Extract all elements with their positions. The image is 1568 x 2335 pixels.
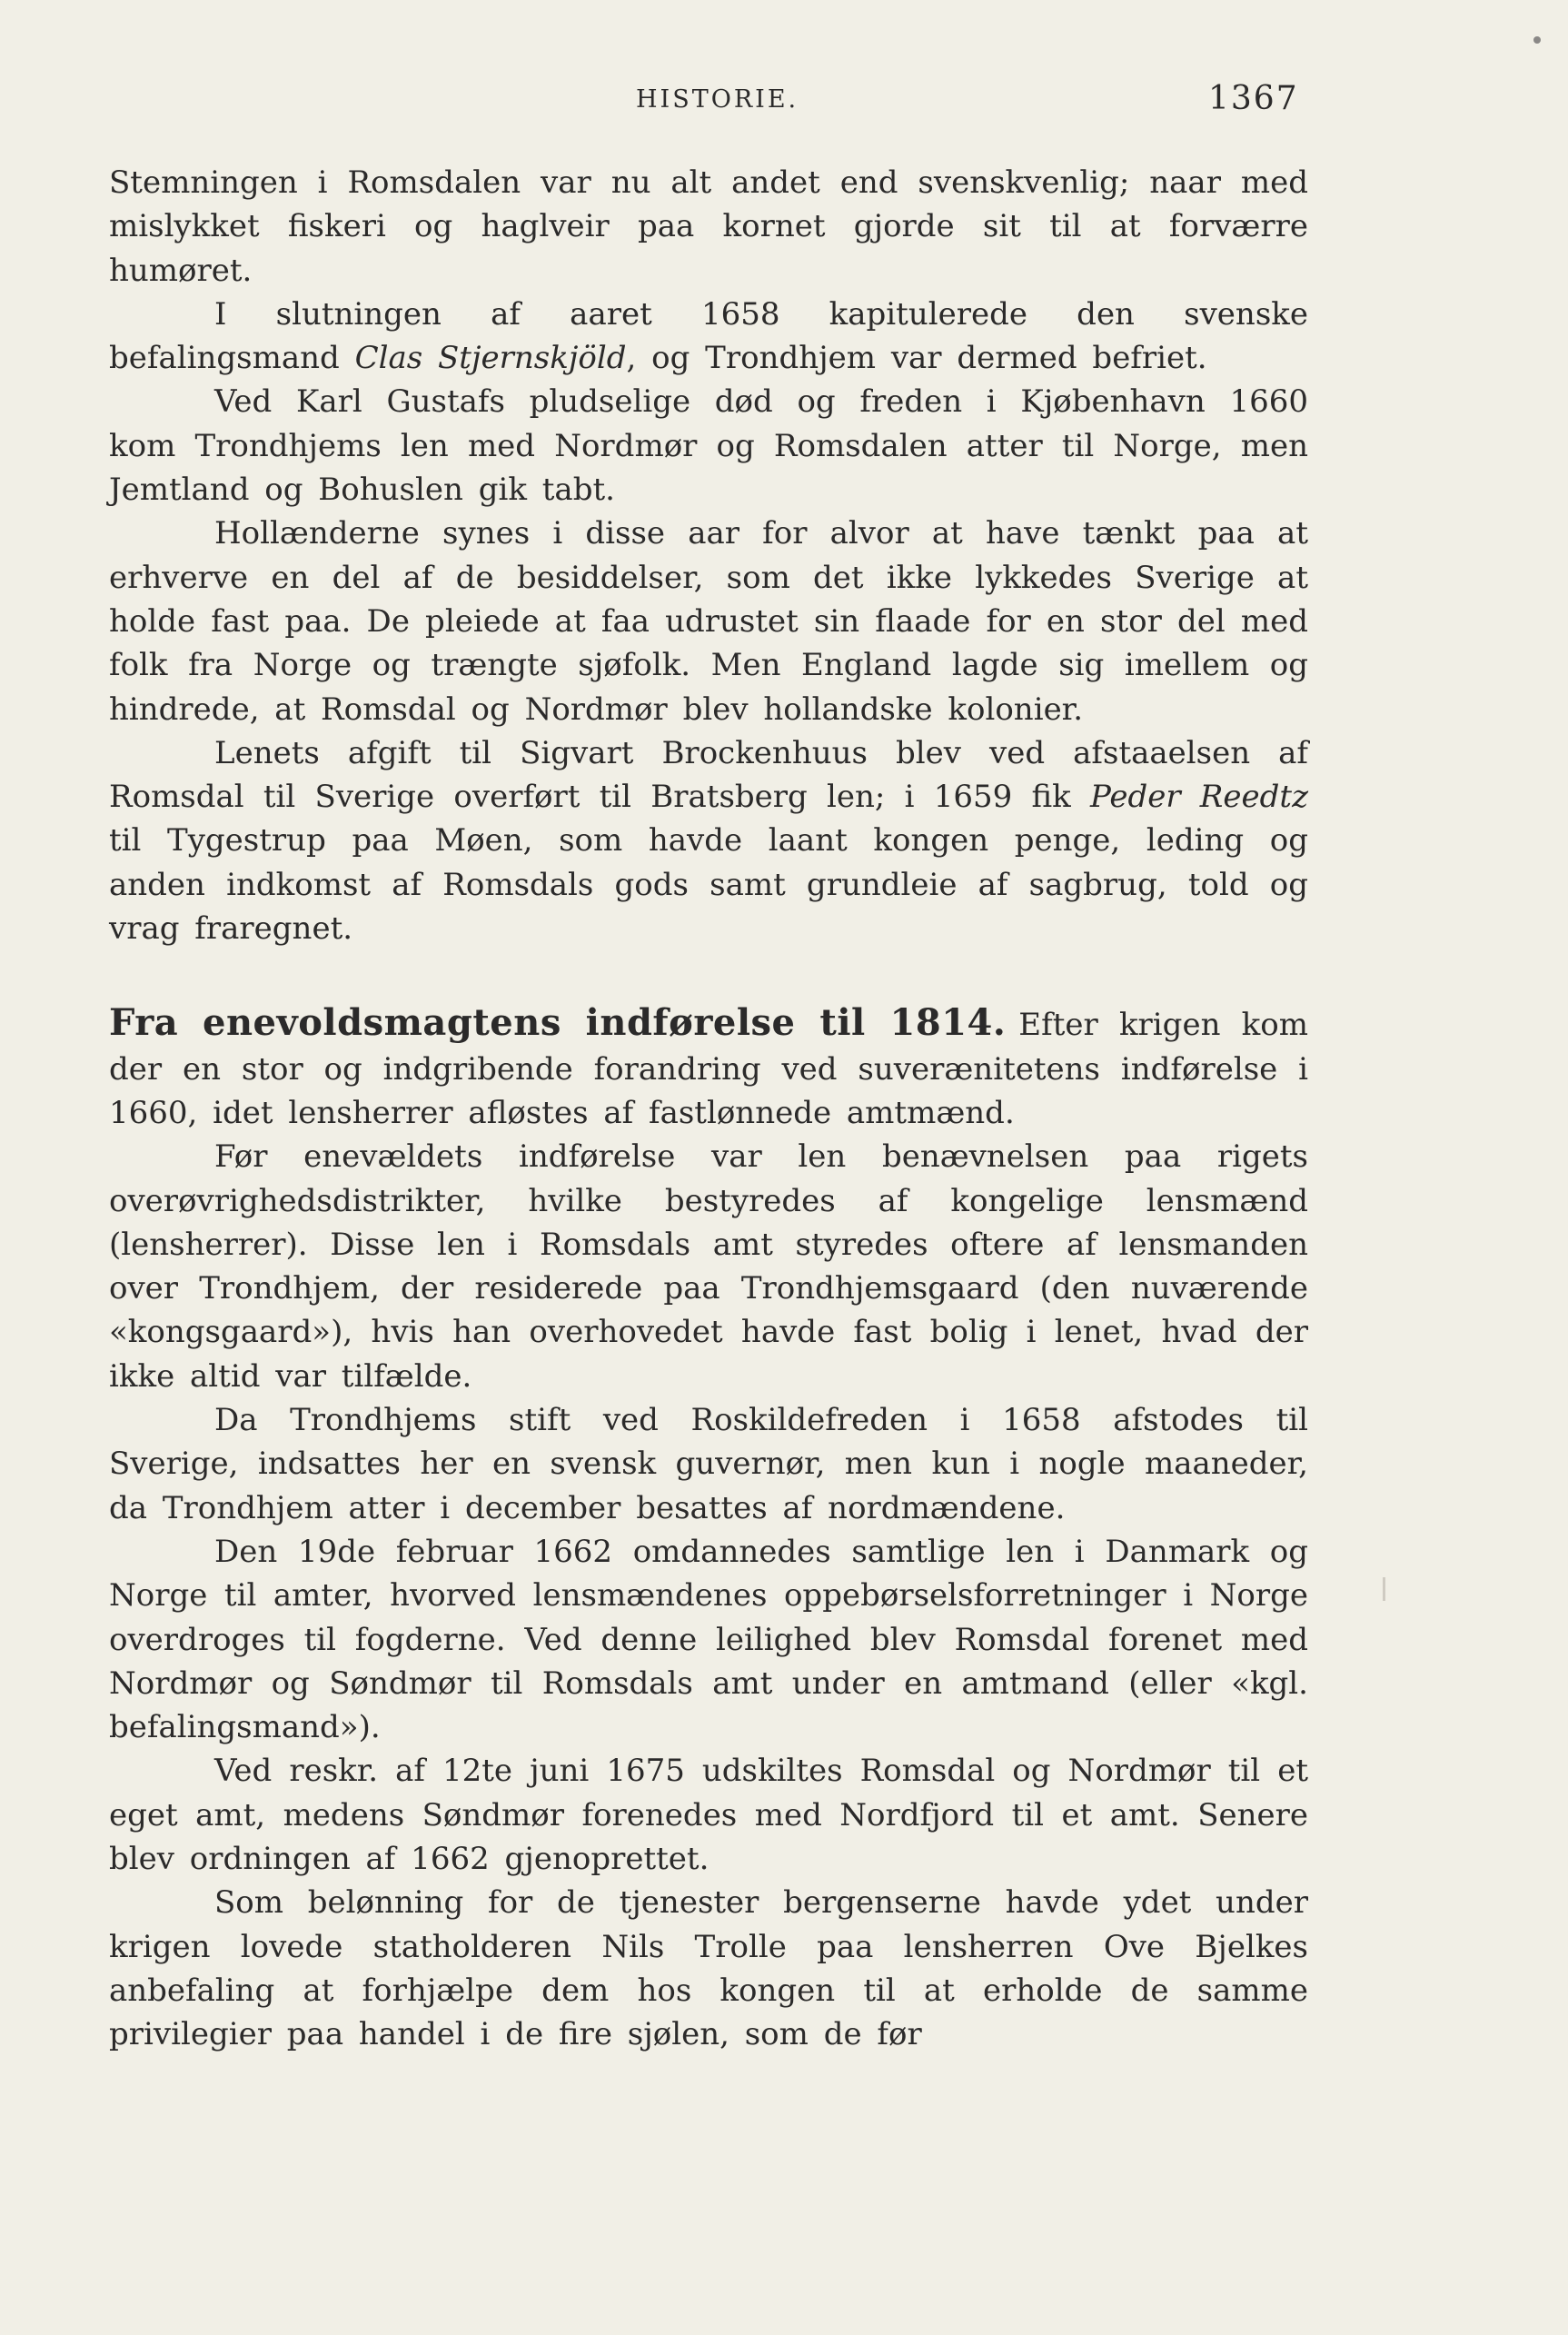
paragraph: Ved Karl Gustafs pludselige død og freden i Kjøbenhavn 1660 kom Trondhjems len med Nordmør og Romsdalen atter til Norge, men Jemtland og Bohuslen gik tabt. xyxy=(109,383,1308,509)
paragraph-text: , og Trondhjem var dermed befriet. xyxy=(626,340,1207,377)
body-text xyxy=(109,161,1308,2056)
paragraph-text: Efter krigen kom der en stor og indgribende forandring ved suverænitetens indførelse i 1660, idet lensherrer afløstes af fastlønnede amtmænd. xyxy=(109,1007,1308,1131)
paragraph: Som belønning for de tjenester bergenserne havde ydet under krigen lovede statholderen Nils Trolle paa lensherren Ove Bjelkes anbefaling at forhjælpe dem hos kongen til at erholde de samme privilegier paa handel i de fire sjølen, som de før xyxy=(109,1884,1308,2053)
margin-mark xyxy=(1383,1577,1385,1601)
section-heading: Fra enevoldsmagtens indførelse til 1814. xyxy=(109,1001,1007,1045)
paragraph-text: I slutningen af aaret 1658 kapitulerede den svenske befalingsmand xyxy=(109,295,1308,377)
paragraph: Ved reskr. af 12te juni 1675 udskiltes Romsdal og Nordmør til et eget amt, medens Søndmør forenedes med Nordfjord til et amt. Senere blev ordningen af 1662 gjenoprettet. xyxy=(109,1753,1308,1877)
person-name: Peder Reedtz xyxy=(1089,779,1308,816)
running-head xyxy=(0,80,1568,125)
paragraph: Hollænderne synes i disse aar for alvor at have tænkt paa at erhverve en del af de besiddelser, som det ikke lykkedes Sverige at holde fast paa. De pleiede at faa udrustet sin flaade for en stor del med folk fra Norge og trængte sjøfolk. Men England lagde sig imellem og hindrede, at Romsdal og Nordmør blev hollandske kolonier. xyxy=(109,515,1308,728)
paragraph xyxy=(109,293,1308,381)
paragraph: Da Trondhjems stift ved Roskildefreden i 1658 afstodes til Sverige, indsattes her en svensk guvernør, men kun i nogle maaneder, da Trondhjem atter i december besattes af nordmændene. xyxy=(109,1402,1308,1526)
paper-speck xyxy=(1533,36,1541,44)
page-number: 1367 xyxy=(1208,80,1299,117)
running-head-title: HISTORIE. xyxy=(636,85,799,114)
paragraph xyxy=(109,731,1308,950)
paragraph-text: til Tygestrup paa Møen, som havde laant kongen penge, leding og anden indkomst af Romsdals gods samt grundleie af sagbrug, told og vrag fraregnet. xyxy=(109,822,1308,948)
person-name: Clas Stjernskjöld xyxy=(354,340,627,377)
section-lead-paragraph xyxy=(109,1001,1308,1135)
paragraph: Stemningen i Romsdalen var nu alt andet end svenskvenlig; naar med mislykket fiskeri og haglveir paa kornet gjorde sit til at forværre humøret. xyxy=(109,164,1308,289)
paragraph-text: Lenets afgift til Sigvart Brockenhuus blev ved afstaaelsen af Romsdal til Sverige overført til Bratsberg len; i 1659 fik xyxy=(109,734,1308,816)
paragraph: Den 19de februar 1662 omdannedes samtlige len i Danmark og Norge til amter, hvorved lensmændenes oppebørselsforretninger i Norge overdroges til fogderne. Ved denne leilighed blev Romsdal forenet med Nordmør og Søndmør til Romsdals amt under en amtmand (eller «kgl. befalingsmand»). xyxy=(109,1533,1308,1746)
paragraph: Før enevældets indførelse var len benævnelsen paa rigets overøvrighedsdistrikter, hvilke bestyredes af kongelige lensmænd (lensherrer). Disse len i Romsdals amt styredes oftere af lensmanden over Trondhjem, der residerede paa Trondhjemsgaard (den nuværende «kongsgaard»), hvis han overhovedet havde fast bolig i lenet, hvad der ikke altid var tilfælde. xyxy=(109,1138,1308,1395)
